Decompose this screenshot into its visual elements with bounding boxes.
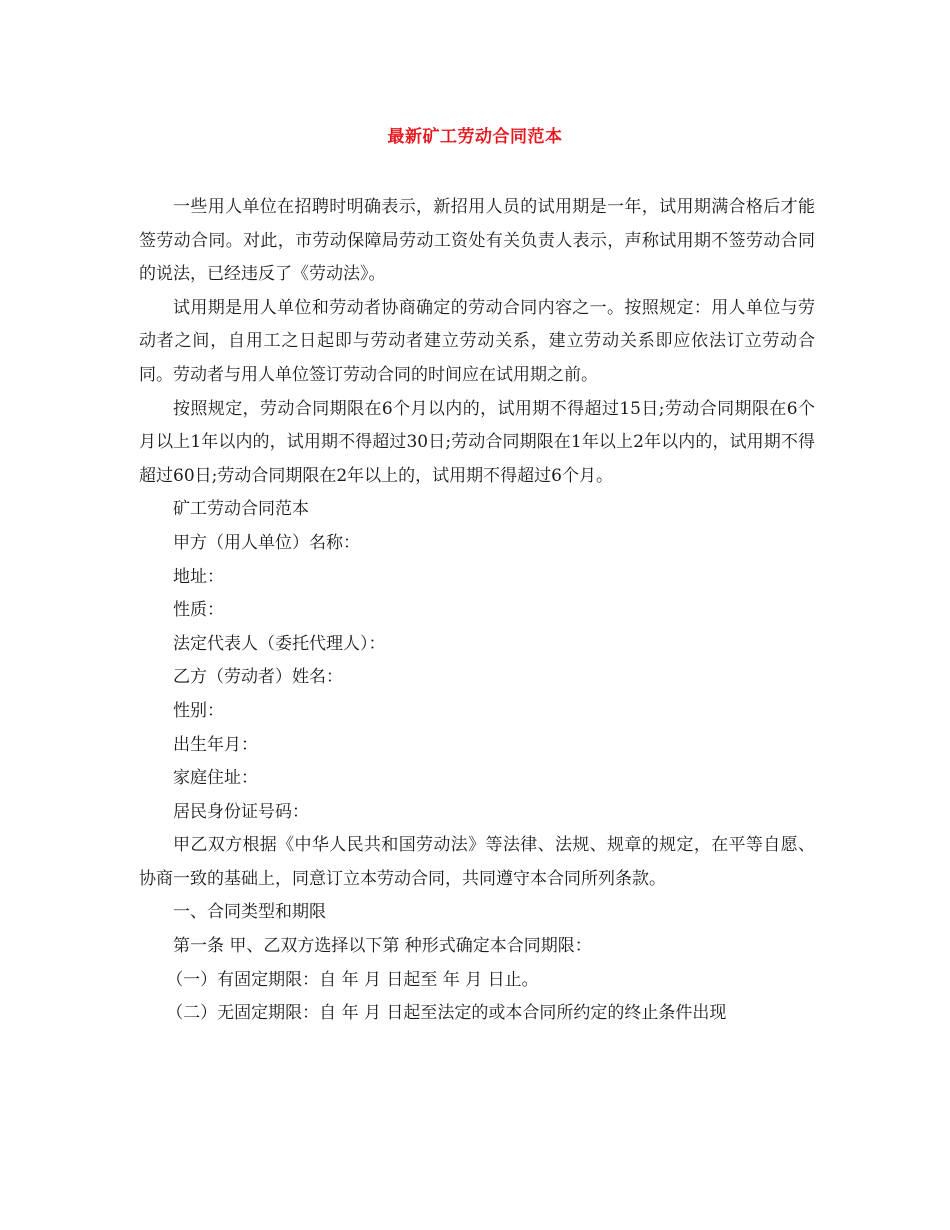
gender-field: 性别： [173,700,224,721]
id-number-field: 居民身份证号码： [173,801,309,822]
intro-paragraph: 一些用人单位在招聘时明确表示，新招用人员的试用期是一年，试用期满合格后才能签劳动合同。对此，市劳动保障局劳动工资处有关负责人表示，声称试用期不签劳动合同的说法，已经违反了《劳动法》。 [139,197,815,285]
legal-rep-field: 法定代表人（委托代理人）： [173,633,386,654]
section-1-heading: 一、合同类型和期限 [173,902,326,923]
article-1: 第一条 甲、乙双方选择以下第 种形式确定本合同期限： [173,936,592,957]
option-fixed-term: （一）有固定期限：自 年 月 日起至 年 月 日止。 [166,969,539,990]
birth-field: 出生年月： [173,734,258,755]
party-b-name-field: 乙方（劳动者）姓名： [173,667,343,688]
probation-paragraph: 试用期是用人单位和劳动者协商确定的劳动合同内容之一。按照规定：用人单位与劳动者之间，自用工之日起即与劳动者建立劳动关系，建立劳动关系即应依法订立劳动合同。劳动者与用人单位签订劳动合同的时间应在试用期之前。 [139,297,815,385]
option-open-term: （二）无固定期限：自 年 月 日起至法定的或本合同所约定的终止条件出现 [166,1003,727,1024]
document-body [139,191,815,1031]
regulation-paragraph: 按照规定，劳动合同期限在6个月以内的，试用期不得超过15日;劳动合同期限在6个月以上1年以内的，试用期不得超过30日;劳动合同期限在1年以上2年以内的，试用期不得超过60日;劳动合同期限在2年以上的，试用期不得超过6个月。 [139,398,815,486]
party-a-name-field: 甲方（用人单位）名称： [173,532,360,553]
contract-heading: 矿工劳动合同范本 [173,499,309,520]
agreement-paragraph: 甲乙双方根据《中华人民共和国劳动法》等法律、法规、规章的规定，在平等自愿、协商一致的基础上，同意订立本劳动合同，共同遵守本合同所列条款。 [139,835,815,889]
nature-field: 性质： [173,600,224,621]
home-address-field: 家庭住址： [173,768,258,789]
address-field: 地址： [173,566,224,587]
document-title: 最新矿工劳动合同范本 [387,127,563,147]
